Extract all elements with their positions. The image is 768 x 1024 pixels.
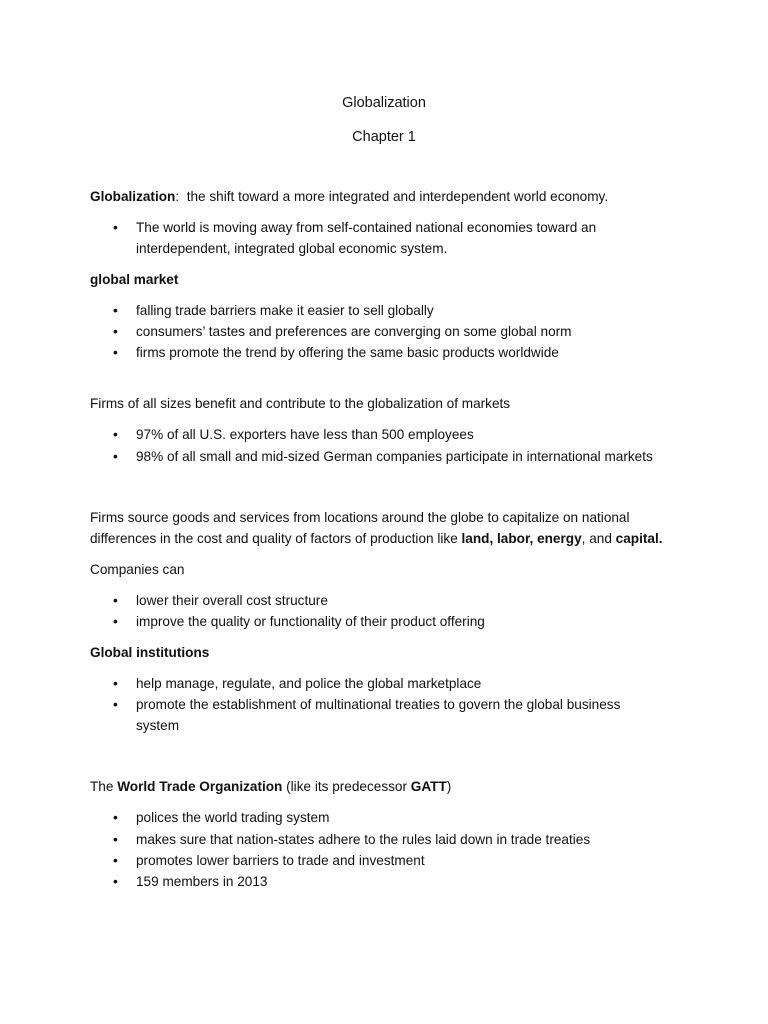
bullet-icon: • xyxy=(113,831,118,847)
companies-text: Companies can xyxy=(90,562,185,577)
institutions-bullet: promote the establishment of multinational treaties to govern the global business system xyxy=(136,697,621,733)
definition-bullet: The world is moving away from self-contained national economies toward an interdependent, integrated global economic system. xyxy=(136,220,597,256)
firms-sizes-bullet: 97% of all U.S. exporters have less than 500 employees xyxy=(136,427,474,442)
document-title: Globalization xyxy=(342,95,426,111)
definition-term: Globalization xyxy=(90,189,176,204)
bullet-icon: • xyxy=(113,302,118,318)
definition-separator: : xyxy=(175,189,187,204)
global-market-heading: global market xyxy=(90,272,179,287)
chapter-heading: Chapter 1 xyxy=(352,129,416,145)
bullet-icon: • xyxy=(113,448,118,464)
firms-sizes-text: Firms of all sizes benefit and contribute to the globalization of markets xyxy=(90,396,511,411)
bullet-icon: • xyxy=(113,323,118,339)
wto-bullet: 159 members in 2013 xyxy=(136,874,268,889)
bullet-icon: • xyxy=(113,809,118,825)
institutions-bullet: help manage, regulate, and police the global marketplace xyxy=(136,676,482,691)
bullet-icon: • xyxy=(113,219,118,235)
sourcing-bold-a: land, labor, energy xyxy=(461,531,582,546)
companies-bullet: lower their overall cost structure xyxy=(136,593,328,608)
sourcing-paragraph xyxy=(90,507,670,549)
sourcing-text-b: , and xyxy=(581,531,616,546)
firms-sizes-bullet: 98% of all small and mid-sized German companies participate in international markets xyxy=(136,449,653,464)
definition-text: the shift toward a more integrated and interdependent world economy. xyxy=(186,189,609,204)
wto-paragraph xyxy=(90,776,690,797)
wto-bullet: makes sure that nation-states adhere to the rules laid down in trade treaties xyxy=(136,832,591,847)
bullet-icon: • xyxy=(113,426,118,442)
global-market-bullet: falling trade barriers make it easier to sell globally xyxy=(136,303,434,318)
bullet-icon: • xyxy=(113,344,118,360)
bullet-icon: • xyxy=(113,613,118,629)
wto-text-c: ) xyxy=(446,779,452,794)
wto-bullet: polices the world trading system xyxy=(136,810,330,825)
bullet-icon: • xyxy=(113,696,118,712)
globalization-definition xyxy=(90,186,690,207)
companies-bullet: improve the quality or functionality of their product offering xyxy=(136,614,485,629)
sourcing-bold-b: capital. xyxy=(615,531,663,546)
global-market-bullet: consumers’ tastes and preferences are converging on some global norm xyxy=(136,324,572,339)
bullet-icon: • xyxy=(113,852,118,868)
global-market-bullet: firms promote the trend by offering the same basic products worldwide xyxy=(136,345,559,360)
bullet-icon: • xyxy=(113,592,118,608)
wto-text-a: The xyxy=(90,779,118,794)
wto-bullet: promotes lower barriers to trade and investment xyxy=(136,853,425,868)
bullet-icon: • xyxy=(113,675,118,691)
bullet-icon: • xyxy=(113,873,118,889)
wto-bold-b: GATT xyxy=(410,779,447,794)
sourcing-text-a: Firms source goods and services from locations around the globe to capitalize on national differences in the cost and quality of factors of production like xyxy=(90,510,630,546)
wto-text-b: (like its predecessor xyxy=(282,779,411,794)
institutions-heading: Global institutions xyxy=(90,645,210,660)
wto-bold-a: World Trade Organization xyxy=(117,779,283,794)
